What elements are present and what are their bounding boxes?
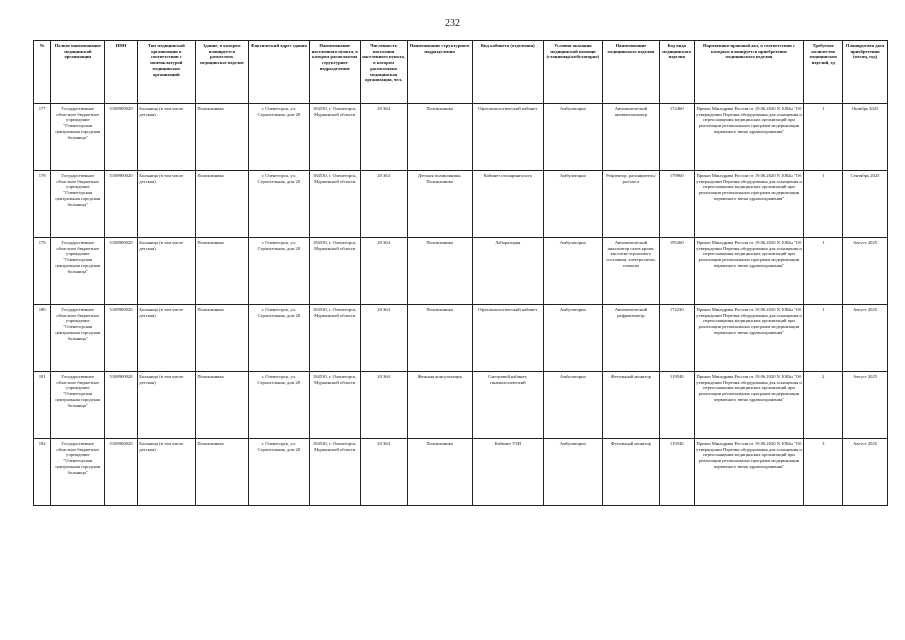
cell-org-name: Государственное областное бюджетное учреждение "Оленегорская центральная городская больница" xyxy=(51,104,105,171)
cell-division: Поликлиника xyxy=(407,238,472,305)
cell-org-type: Больница (в том числе детская) xyxy=(137,171,195,238)
table-row xyxy=(34,305,888,372)
cell-date: Сентябрь 2025 xyxy=(843,171,888,238)
cell-division: Поликлиника xyxy=(407,439,472,506)
cell-number: 178 xyxy=(34,171,51,238)
cell-inn: 5108900020 xyxy=(105,171,138,238)
cell-conditions: Амбулаторно xyxy=(543,305,602,372)
cell-quantity: 1 xyxy=(804,238,843,305)
cell-address: г. Оленегорск, ул. Строительная, дом 20 xyxy=(248,171,309,238)
cell-device: Автоматический рефрактометр xyxy=(602,305,659,372)
cell-device: Фетальный монитор xyxy=(602,372,659,439)
cell-org-type: Больница (в том числе детская) xyxy=(137,238,195,305)
table-row xyxy=(34,372,888,439)
table-row xyxy=(34,171,888,238)
header-settlement: Наименование населенного пункта, в котором расположена структурное подразделение xyxy=(309,41,360,104)
cell-org-name: Государственное областное бюджетное учреждение "Оленегорская центральная городская больница" xyxy=(51,372,105,439)
cell-population: 20 364 xyxy=(360,372,407,439)
cell-device-code: 119540 xyxy=(659,439,694,506)
cell-org-name: Государственное областное бюджетное учреждение "Оленегорская центральная городская больница" xyxy=(51,305,105,372)
cell-device: Автоматический анализатор газов крови, кислотно-щелочного состояния, электролитов, глюкозы xyxy=(602,238,659,305)
cell-legal-act: Приказ Минздрава России от 19.06.2020 N 1082н "Об утверждении Перечня оборудования для оснащения и переоснащения медицинских организаций при реализации региональных программ модернизации первичного звена здравоохранения" xyxy=(694,305,804,372)
equipment-table xyxy=(33,40,888,506)
cell-legal-act: Приказ Минздрава России от 19.06.2020 N 1082н "Об утверждении Перечня оборудования для оснащения и переоснащения медицинских организаций при реализации региональных программ модернизации первичного звена здравоохранения" xyxy=(694,439,804,506)
cell-legal-act: Приказ Минздрава России от 19.06.2020 N 1082н "Об утверждении Перечня оборудования для оснащения и переоснащения медицинских организаций при реализации региональных программ модернизации первичного звена здравоохранения" xyxy=(694,171,804,238)
cell-population: 20 364 xyxy=(360,104,407,171)
header-device: Наименование медицинского изделия xyxy=(602,41,659,104)
cell-legal-act: Приказ Минздрава России от 19.06.2020 N 1082н "Об утверждении Перечня оборудования для оснащения и переоснащения медицинских организаций при реализации региональных программ модернизации первичного звена здравоохранения" xyxy=(694,372,804,439)
header-conditions: Условия оказания медицинской помощи (стационар/амбулаторно) xyxy=(543,41,602,104)
cell-number: 181 xyxy=(34,372,51,439)
cell-quantity: 1 xyxy=(804,104,843,171)
cell-building: Поликлиника xyxy=(195,439,248,506)
cell-org-name: Государственное областное бюджетное учреждение "Оленегорская центральная городская больница" xyxy=(51,238,105,305)
cell-org-type: Больница (в том числе детская) xyxy=(137,104,195,171)
cell-address: г. Оленегорск, ул. Строительная, дом 20 xyxy=(248,439,309,506)
cell-device-code: 119540 xyxy=(659,372,694,439)
cell-address: г. Оленегорск, ул. Строительная, дом 20 xyxy=(248,305,309,372)
cell-population: 20 364 xyxy=(360,238,407,305)
cell-cabinet: Офтальмологический кабинет xyxy=(472,305,543,372)
cell-address: г. Оленегорск, ул. Строительная, дом 20 xyxy=(248,372,309,439)
cell-conditions: Амбулаторно xyxy=(543,439,602,506)
cell-device-code: 172460 xyxy=(659,104,694,171)
cell-building: Поликлиника xyxy=(195,238,248,305)
cell-device-code: 195260 xyxy=(659,238,694,305)
cell-device: Автоматический пневмотонометр xyxy=(602,104,659,171)
header-date: Планируемая дата приобретения (месяц, год) xyxy=(843,41,888,104)
cell-org-name: Государственное областное бюджетное учреждение "Оленегорская центральная городская больница" xyxy=(51,439,105,506)
cell-date: Октябрь 2025 xyxy=(843,104,888,171)
cell-date: Август 2025 xyxy=(843,439,888,506)
cell-settlement: 184530, г. Оленегорск, Мурманской области xyxy=(309,104,360,171)
cell-address: г. Оленегорск, ул. Строительная, дом 20 xyxy=(248,238,309,305)
cell-population: 20 364 xyxy=(360,171,407,238)
header-address: Фактический адрес здания xyxy=(248,41,309,104)
cell-settlement: 184530, г. Оленегорск, Мурманской области xyxy=(309,439,360,506)
cell-division: Поликлиника xyxy=(407,104,472,171)
cell-device-code: 172230 xyxy=(659,305,694,372)
cell-number: 177 xyxy=(34,104,51,171)
header-cabinet: Вид кабинета (отделения) xyxy=(472,41,543,104)
header-org-name: Полное наименование медицинской организации xyxy=(51,41,105,104)
cell-cabinet: Смотровой кабинет, гинекологический xyxy=(472,372,543,439)
cell-date: Август 2025 xyxy=(843,305,888,372)
cell-legal-act: Приказ Минздрава России от 19.06.2020 N 1082н "Об утверждении Перечня оборудования для оснащения и переоснащения медицинских организаций при реализации региональных программ модернизации первичного звена здравоохранения" xyxy=(694,104,804,171)
cell-cabinet: Лаборатория xyxy=(472,238,543,305)
table-header-row xyxy=(34,41,888,104)
cell-cabinet: Кабинет отоларинголога xyxy=(472,171,543,238)
cell-building: Поликлиника xyxy=(195,104,248,171)
cell-conditions: Амбулаторно xyxy=(543,372,602,439)
cell-division: Детская поликлиника, Поликлиника xyxy=(407,171,472,238)
header-number: № xyxy=(34,41,51,104)
cell-settlement: 184530, г. Оленегорск, Мурманской области xyxy=(309,372,360,439)
cell-device: Фетальный монитор xyxy=(602,439,659,506)
header-legal-act: Нормативно-правовой акт, в соответствии с которым планируется приобретение медицинского изделия xyxy=(694,41,804,104)
cell-inn: 5108900020 xyxy=(105,238,138,305)
cell-cabinet: Кабинет УЗИ xyxy=(472,439,543,506)
header-inn: ИНН xyxy=(105,41,138,104)
cell-org-type: Больница (в том числе детская) xyxy=(137,439,195,506)
header-quantity: Требуемое количество медицинских изделий, ед xyxy=(804,41,843,104)
header-device-code: Код вида медицинского изделия xyxy=(659,41,694,104)
cell-building: Поликлиника xyxy=(195,171,248,238)
cell-inn: 5108900020 xyxy=(105,372,138,439)
cell-division: Поликлиника xyxy=(407,305,472,372)
cell-device: Рефлектор, расширитель/рот/носа xyxy=(602,171,659,238)
cell-conditions: Амбулаторно xyxy=(543,171,602,238)
cell-conditions: Амбулаторно xyxy=(543,104,602,171)
cell-number: 180 xyxy=(34,305,51,372)
cell-division: Женская консультация xyxy=(407,372,472,439)
cell-building: Поликлиника xyxy=(195,372,248,439)
cell-date: Август 2025 xyxy=(843,238,888,305)
cell-settlement: 184530, г. Оленегорск, Мурманской области xyxy=(309,171,360,238)
cell-building: Поликлиника xyxy=(195,305,248,372)
cell-org-name: Государственное областное бюджетное учреждение "Оленегорская центральная городская больница" xyxy=(51,171,105,238)
cell-device-code: 179960 xyxy=(659,171,694,238)
cell-population: 20 364 xyxy=(360,439,407,506)
cell-legal-act: Приказ Минздрава России от 19.06.2020 N 1082н "Об утверждении Перечня оборудования для оснащения и переоснащения медицинских организаций при реализации региональных программ модернизации первичного звена здравоохранения" xyxy=(694,238,804,305)
cell-quantity: 1 xyxy=(804,171,843,238)
cell-quantity: 2 xyxy=(804,372,843,439)
cell-org-type: Больница (в том числе детская) xyxy=(137,372,195,439)
cell-inn: 5108900020 xyxy=(105,104,138,171)
cell-settlement: 184530, г. Оленегорск, Мурманской области xyxy=(309,305,360,372)
cell-settlement: 184530, г. Оленегорск, Мурманской области xyxy=(309,238,360,305)
page-number: 232 xyxy=(445,18,460,29)
cell-cabinet: Офтальмологический кабинет xyxy=(472,104,543,171)
cell-quantity: 1 xyxy=(804,305,843,372)
cell-conditions: Амбулаторно xyxy=(543,238,602,305)
cell-inn: 5108900020 xyxy=(105,305,138,372)
table-row xyxy=(34,439,888,506)
cell-inn: 5108900020 xyxy=(105,439,138,506)
cell-number: 182 xyxy=(34,439,51,506)
cell-org-type: Больница (в том числе детская) xyxy=(137,305,195,372)
cell-quantity: 3 xyxy=(804,439,843,506)
header-building: Здание, в котором планируется разместить медицинское изделие xyxy=(195,41,248,104)
cell-date: Август 2025 xyxy=(843,372,888,439)
table-row xyxy=(34,104,888,171)
table-row xyxy=(34,238,888,305)
header-org-type: Тип медицинской организации в соответствии с номенклатурой медицинских организаций xyxy=(137,41,195,104)
header-population: Численность населения населенного пункта, в котором расположена медицинская организация, чел. xyxy=(360,41,407,104)
cell-population: 20 364 xyxy=(360,305,407,372)
cell-address: г. Оленегорск, ул. Строительная, дом 20 xyxy=(248,104,309,171)
header-division: Наименование структурного подразделения xyxy=(407,41,472,104)
cell-number: 179 xyxy=(34,238,51,305)
